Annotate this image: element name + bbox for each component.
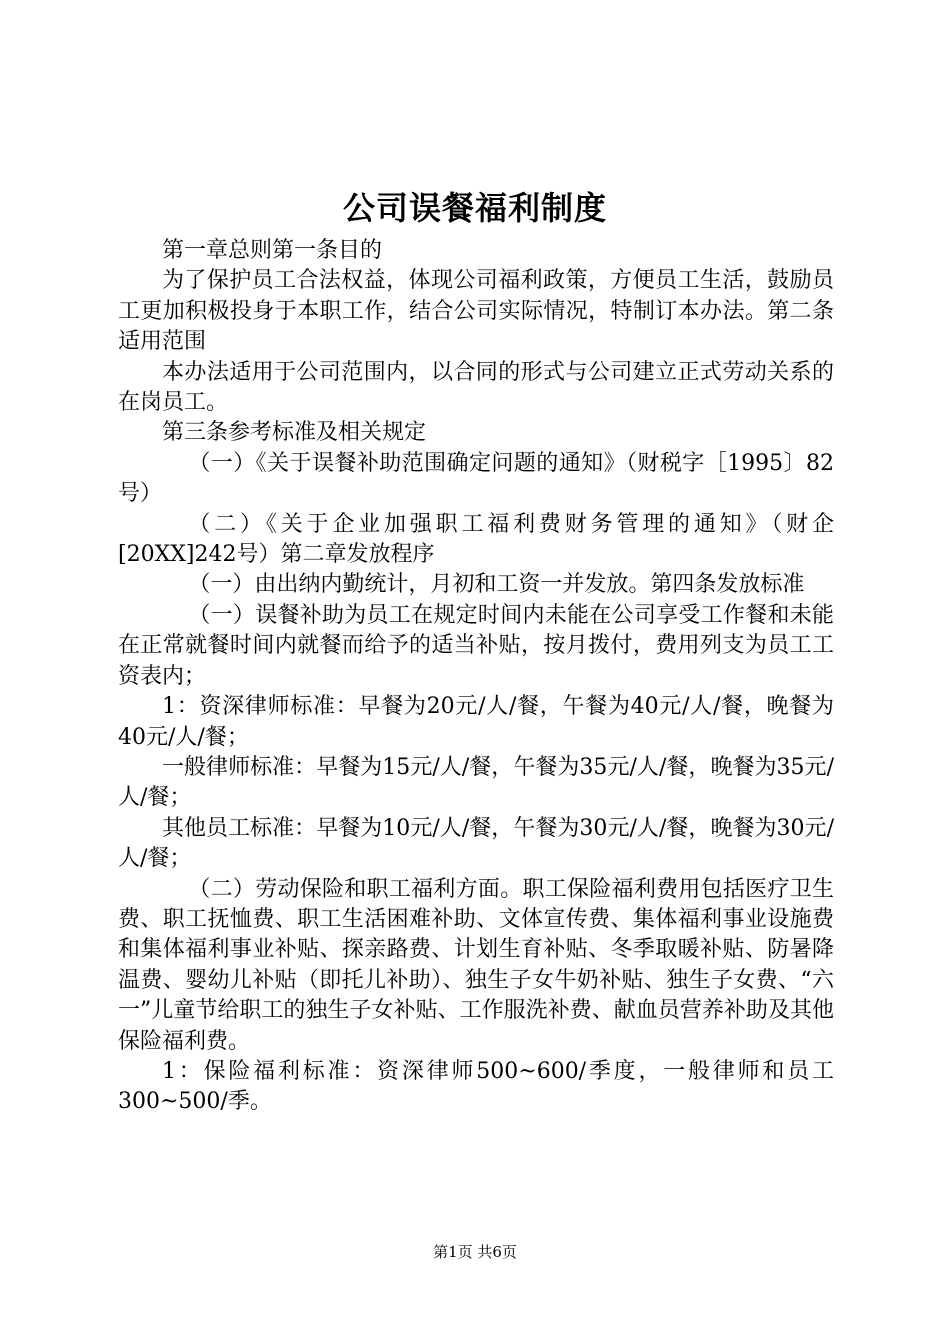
paragraph-procedure: （一）由出纳内勤统计，月初和工资一并发放。第四条发放标准 [188,572,805,598]
document-body [118,236,834,1118]
paragraph-reference-two: （二）《关于企业加强职工福利费财务管理的通知》（财企[20XX]242号）第二章发放程序 [118,511,834,568]
paragraph-reference-one: （一）《关于误餐补助范围确定问题的通知》（财税字［1995〕82号） [118,450,834,507]
paragraph-chapter-one: 第一章总则第一条目的 [162,238,383,263]
paragraph-labor-insurance: （二）劳动保险和职工福利方面。职工保险福利费用包括医疗卫生费、职工抚恤费、职工生活困难补助、文体宣传费、集体福利事业设施费和集体福利事业补贴、探亲路费、计划生育补贴、冬季取暖补贴、防暑降温费、婴幼儿补贴（即托儿补助）、独生子女牛奶补贴、独生子女费、“六一”儿童节给职工的独生子女补贴、工作服洗补费、献血员营养补助及其他保险福利费。 [118,876,834,1054]
paragraph-article-three: 第三条参考标准及相关规定 [162,420,427,446]
document-title: 公司误餐福利制度 [342,189,607,227]
paragraph-senior-lawyer-standard: 1：资深律师标准：早餐为20元/人/餐，午餐为40元/人/餐，晚餐为40元/人/餐； [118,694,834,750]
paragraph-other-staff-standard: 其他员工标准：早餐为10元/人/餐，午餐为30元/人/餐，晚餐为30元/人/餐； [118,815,834,872]
paragraph-meal-subsidy: （一）误餐补助为员工在规定时间内未能在公司享受工作餐和未能在正常就餐时间内就餐而给予的适当补贴，按月拨付，费用列支为员工工资表内； [118,602,834,689]
paragraph-general-lawyer-standard: 一般律师标准：早餐为15元/人/餐，午餐为35元/人/餐，晚餐为35元/人/餐； [118,754,834,811]
paragraph-purpose: 为了保护员工合法权益，体现公司福利政策，方便员工生活，鼓励员工更加积极投身于本职工作，结合公司实际情况，特制订本办法。第二条适用范围 [118,268,834,355]
paragraph-insurance-standard: 1：保险福利标准：资深律师500~600/季度，一般律师和员工300~500/季。 [118,1058,834,1115]
page-number-footer: 第1页 共6页 [433,1243,517,1261]
paragraph-scope: 本办法适用于公司范围内，以合同的形式与公司建立正式劳动关系的在岗员工。 [118,359,834,416]
